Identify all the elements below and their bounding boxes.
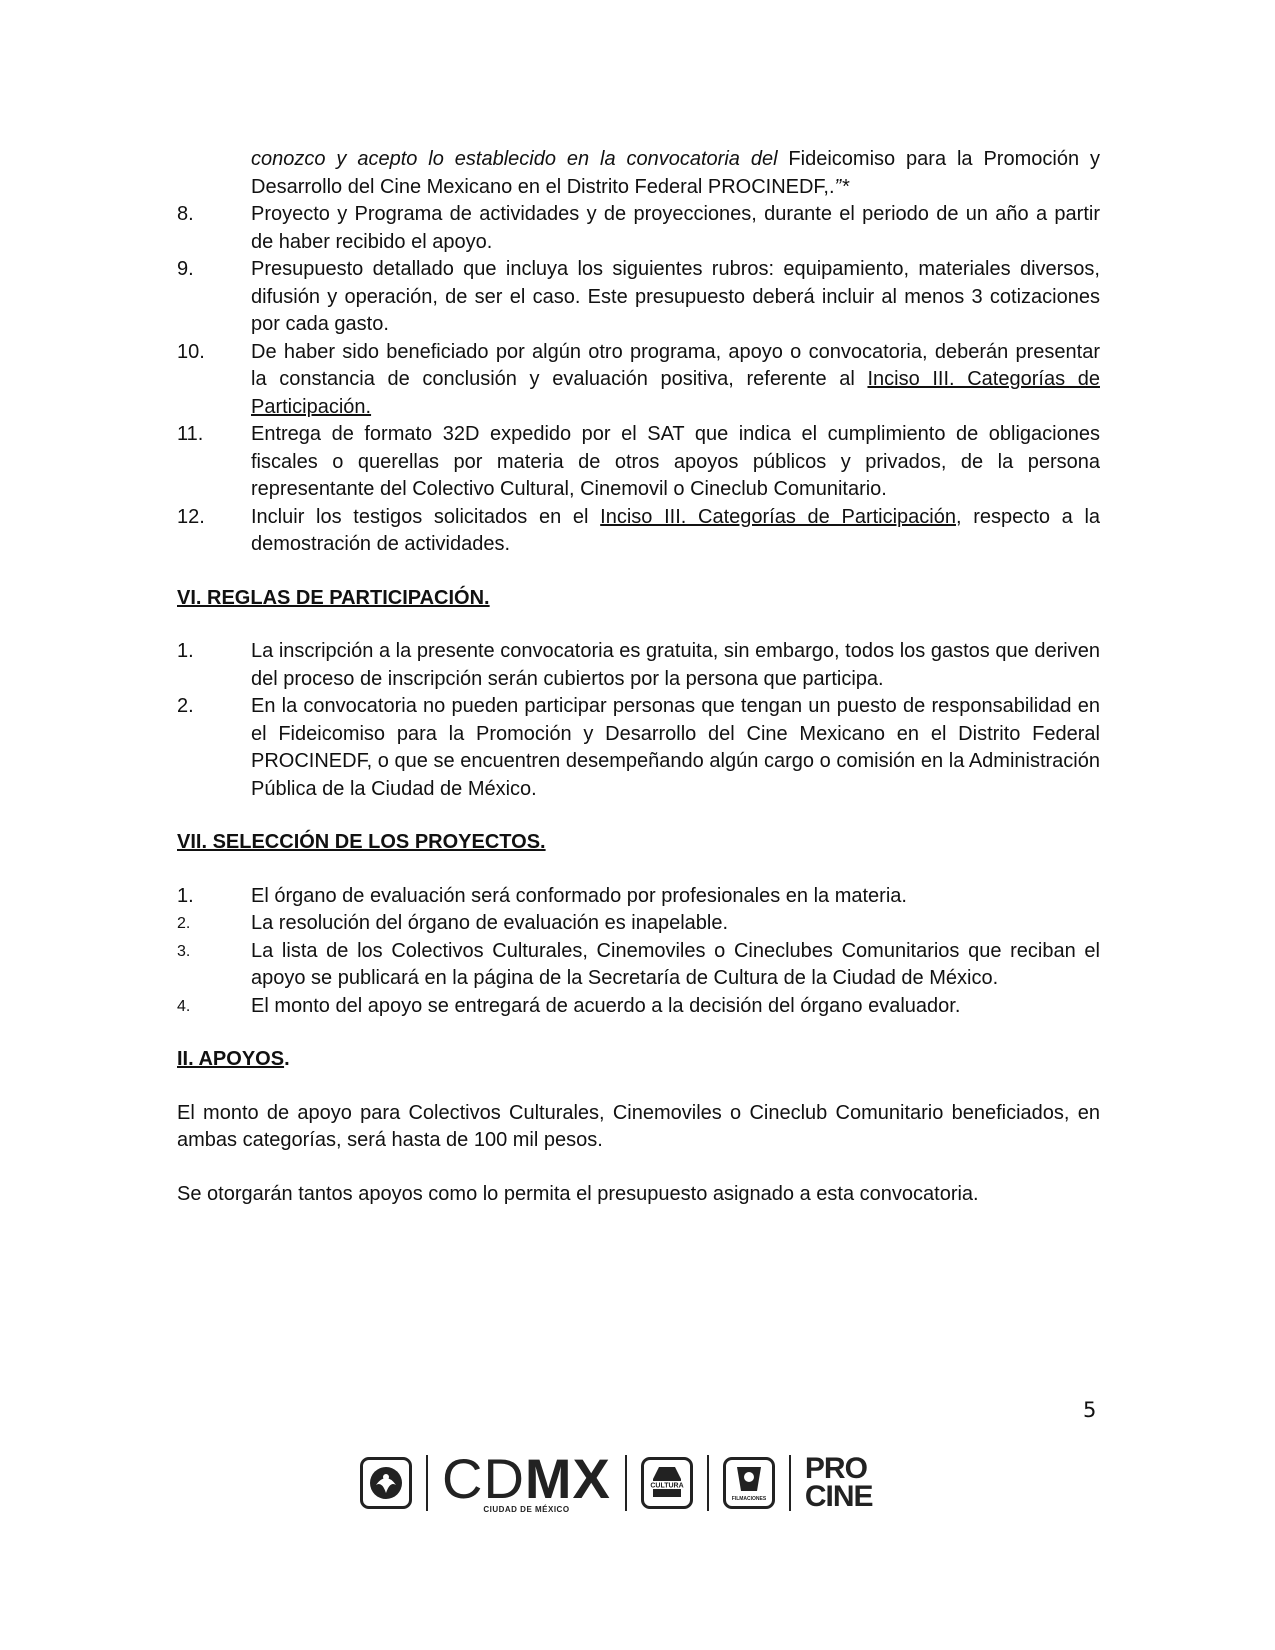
intro-end-mark: ”* — [834, 175, 849, 198]
list-item — [177, 883, 1100, 911]
page-number: 5 — [1083, 1398, 1097, 1422]
list-item — [177, 938, 1100, 993]
cdmx-word-bold: MX — [524, 1446, 611, 1510]
filmaciones-icon — [727, 1461, 771, 1505]
intro-continuation — [177, 146, 1100, 201]
list-item-text: El monto del apoyo se entregará de acuerdo a la decisión del órgano evaluador. — [251, 994, 961, 1017]
list-item-number: 9. — [177, 258, 194, 280]
cdmx-subtitle: CIUDAD DE MÉXICO — [483, 1504, 570, 1514]
section-heading-apoyos — [177, 1046, 1100, 1074]
filmaciones-logo — [723, 1457, 775, 1509]
list-item-text — [251, 339, 1100, 422]
list-item — [177, 910, 1100, 938]
cdmx-word-thin: CD — [442, 1446, 525, 1510]
list-item-number: 3. — [177, 942, 191, 960]
list-item-number: 1. — [177, 884, 194, 907]
list-item-text: La lista de los Colectivos Culturales, Cinemoviles o Cineclubes Comunitarios que reciban el apoyo se publicará en la página de la Secretaría de Cultura de la Ciudad de México. — [251, 939, 1100, 989]
list-item-number: 11. — [177, 423, 204, 445]
section-heading-vii — [177, 829, 1100, 857]
list-item — [177, 993, 1100, 1021]
list-item — [177, 421, 1100, 504]
footer-divider — [426, 1455, 428, 1511]
list-item-text-before: De haber sido beneficiado por algún otro programa, apoyo o convocatoria, deberán presentar la constancia de conclusión y evaluación positiva, referente al — [251, 340, 1100, 390]
footer-divider — [789, 1455, 791, 1511]
cultura-label: CULTURA — [650, 1482, 684, 1490]
document-body — [177, 146, 1100, 1234]
list-item-number: 8. — [177, 203, 194, 225]
list-item — [177, 638, 1100, 693]
intro-italic: conozco y acepto lo establecido en la convocatoria del — [251, 148, 778, 170]
cdmx-logo — [442, 1446, 611, 1514]
paragraph: El monto de apoyo para Colectivos Culturales, Cinemoviles o Cineclub Comunitario beneficiados, en ambas categorías, será hasta de 100 mil pesos. — [177, 1101, 1100, 1151]
inciso-reference: Inciso III. Categorías de Participación — [600, 505, 956, 528]
list-item-number: 2. — [177, 915, 191, 932]
list-item-text-before: Incluir los testigos solicitados en el — [251, 505, 601, 528]
list-item-text: En la convocatoria no pueden participar personas que tengan un puesto de responsabilidad en el Fideicomiso para la Promoción y Desarrollo del Cine Mexicano en el Distrito Federal PROCINEDF, o que se encuentren desempeñando algún cargo o comisión en la Administración Pública de la Ciudad de México. — [251, 695, 1100, 800]
intro-normal: Fideicomiso para la Promoción y Desarrollo del Cine Mexicano en el Distrito Federal PROCINEDF,. — [251, 148, 1100, 198]
section-title: II. APOYOS — [177, 1048, 285, 1070]
coat-of-arms-logo — [360, 1457, 412, 1509]
cultura-icon — [645, 1461, 689, 1505]
coat-of-arms-icon — [366, 1463, 406, 1503]
procine-logo — [804, 1452, 873, 1513]
list-item-text: Presupuesto detallado que incluya los siguientes rubros: equipamiento, materiales diversos, difusión y operación, de ser el caso. Este presupuesto deberá incluir al menos 3 cotizaciones por cada gasto. — [251, 258, 1100, 335]
list-item-text-after: , respecto a la demostración de actividades. — [251, 505, 1101, 555]
section-title-tail: . — [284, 1048, 290, 1070]
footer-logos — [360, 1448, 920, 1518]
list-item — [177, 504, 1100, 559]
footer-divider — [707, 1455, 709, 1511]
list-item-text: La inscripción a la presente convocatoria es gratuita, sin embargo, todos los gastos que deriven del proceso de inscripción serán cubiertos por la persona que participa. — [251, 640, 1100, 690]
list-item-text: El órgano de evaluación será conformado por profesionales en la materia. — [251, 884, 907, 907]
list-item-number: 1. — [177, 640, 194, 662]
list-item-text: Proyecto y Programa de actividades y de proyecciones, durante el periodo de un año a partir de haber recibido el apoyo. — [251, 203, 1100, 253]
list-item — [177, 256, 1100, 339]
list-item-text — [251, 504, 1100, 559]
section-title: VII. SELECCIÓN DE LOS PROYECTOS. — [177, 831, 546, 853]
paragraph: Se otorgarán tantos apoyos como lo permita el presupuesto asignado a esta convocatoria. — [177, 1182, 979, 1205]
section-heading-vi — [177, 585, 1100, 613]
list-item-number: 10. — [177, 340, 205, 363]
list-item-number: 2. — [177, 695, 194, 717]
procine-line1: PRO — [804, 1452, 867, 1485]
section-title: VI. REGLAS DE PARTICIPACIÓN. — [177, 586, 490, 609]
list-item — [177, 693, 1100, 803]
footer-divider — [625, 1455, 627, 1511]
list-item — [177, 339, 1100, 422]
list-item-number: 4. — [177, 997, 191, 1015]
procine-line2: CINE — [804, 1480, 873, 1513]
list-item-text: Entrega de formato 32D expedido por el SAT que indica el cumplimiento de obligaciones fiscales o querellas por materia de otros apoyos públicos y privados, de la persona representante del Colectivo Cultural, Cinemovil o Cineclub Comunitario. — [251, 423, 1100, 500]
list-item-text: La resolución del órgano de evaluación es inapelable. — [251, 912, 729, 934]
filmaciones-label: FILMACIONES — [731, 1496, 767, 1502]
list-item — [177, 201, 1100, 256]
list-item-number: 12. — [177, 505, 205, 528]
inciso-reference: Inciso III. Categorías de Participación. — [251, 368, 1100, 418]
cultura-logo — [641, 1457, 693, 1509]
